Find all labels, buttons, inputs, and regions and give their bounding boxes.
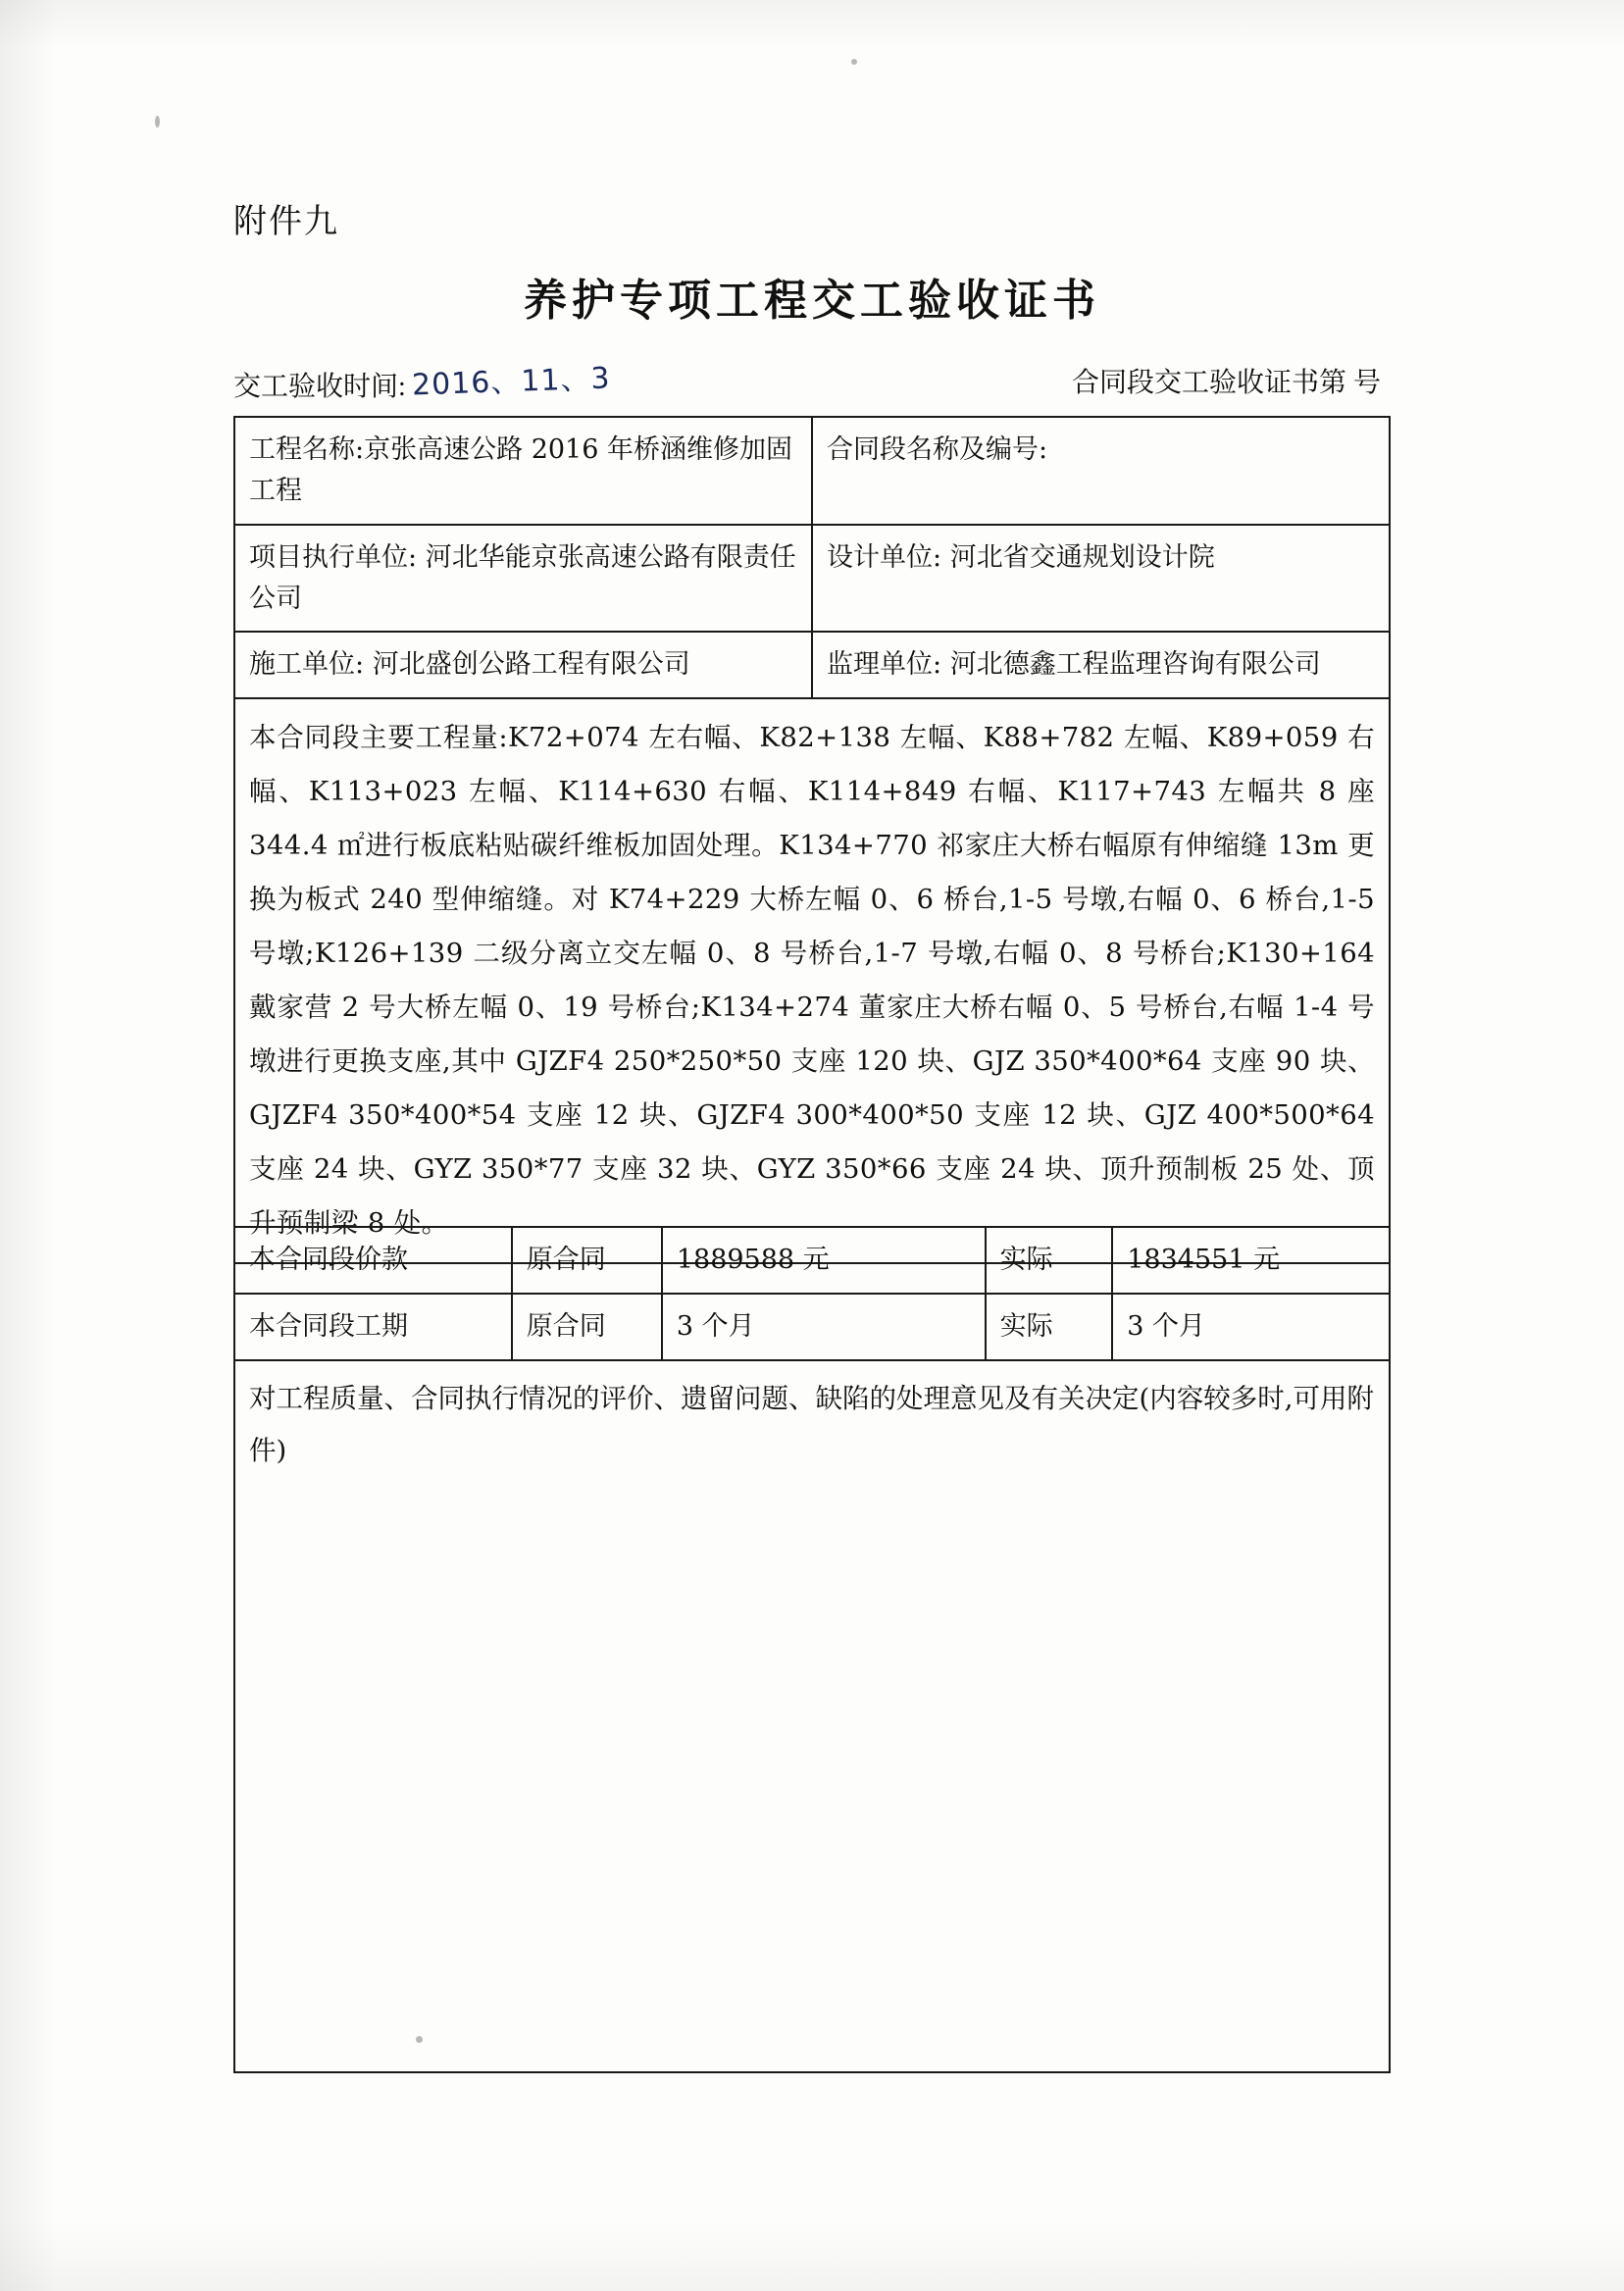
table-row: [234, 698, 1390, 1263]
remarks-cell[interactable]: [234, 1360, 1390, 2072]
acceptance-form-table: [233, 416, 1391, 1264]
design-unit-value: 河北省交通规划设计院: [949, 541, 1215, 573]
table-row: [234, 1227, 1390, 1294]
supervision-unit-value: 河北德鑫工程监理咨询有限公司: [949, 649, 1321, 681]
price-actual-value: 1834551 元: [1112, 1227, 1390, 1294]
duration-row-label: 本合同段工期: [234, 1294, 512, 1360]
supervision-unit-label: 监理单位:: [827, 649, 942, 681]
scan-speck: [851, 59, 857, 65]
table-row: [234, 525, 1390, 633]
table-row: [234, 417, 1390, 525]
page-title: 养护专项工程交工验收证书: [524, 276, 1100, 326]
acceptance-time: [233, 361, 610, 404]
design-unit-label: 设计单位:: [827, 541, 942, 573]
price-original-label: 原合同: [512, 1227, 662, 1294]
acceptance-time-value: 2016、11、3: [411, 361, 611, 403]
remarks-label: 对工程质量、合同执行情况的评价、遗留问题、缺陷的处理意见及有关决定(内容较多时,可用附件): [249, 1382, 1374, 1467]
supervision-unit-cell: [812, 632, 1390, 698]
scan-shadow-bottom: [0, 2222, 1624, 2291]
executing-unit-value: 河北华能京张高速公路有限责任公司: [249, 541, 796, 614]
price-actual-label: 实际: [986, 1227, 1113, 1294]
main-quantity-cell: [234, 698, 1390, 1263]
duration-actual-label: 实际: [986, 1294, 1113, 1360]
scan-shadow-left: [0, 0, 59, 2291]
table-row: [234, 632, 1390, 698]
executing-unit-label: 项目执行单位:: [249, 541, 418, 573]
construction-unit-value: 河北盛创公路工程有限公司: [372, 649, 690, 681]
price-original-value: 1889588 元: [662, 1227, 986, 1294]
duration-original-label: 原合同: [512, 1294, 662, 1360]
design-unit-cell: [812, 525, 1390, 633]
scan-shadow-top: [0, 0, 1624, 49]
project-name-label: 工程名称:: [249, 434, 365, 465]
project-name-cell: [234, 417, 812, 525]
meta-row: [233, 361, 1391, 404]
attachment-label: 附件九: [233, 202, 339, 241]
certificate-number-label: 合同段交工验收证书第 号: [1071, 368, 1381, 398]
construction-unit-cell: [234, 632, 812, 698]
project-name-value: 京张高速公路 2016 年桥涵维修加固工程: [249, 434, 792, 506]
construction-unit-label: 施工单位:: [249, 649, 365, 681]
lower-tables-wrapper: [233, 1226, 1391, 2073]
table-row: [234, 1294, 1390, 1360]
main-quantity-text: [249, 711, 1375, 1250]
executing-unit-cell: [234, 525, 812, 633]
main-quantity-label: 本合同段主要工程量:: [249, 722, 509, 754]
main-quantity-value: K72+074 左右幅、K82+138 左幅、K88+782 左幅、K89+059 右幅、K113+023 左幅、K114+630 右幅、K114+849 右幅、K117+743 左幅共 8 座 344.4 ㎡进行板底粘贴碳纤维板加固处理。K134+770 祁家庄大桥右幅原有伸缩缝 13m 更换为板式 240 型伸缩缝。对 K74+229 大桥左幅 0、6 桥台,1-5 号墩,右幅 0、6 桥台,1-5 号墩;K126+139 二级分离立交左幅 0、8 号桥台,1-7 号墩,右幅 0、8 号桥台;K130+164 戴家营 2 号大桥左幅 0、19 号桥台;K134+274 董家庄大桥右幅 0、5 号桥台,右幅 1-4 号墩进行更换支座,其中 GJZF4 250*250*50 支座 120 块、GJZ 350*400*64 支座 90 块、GJZF4 350*400*54 支座 12 块、GJZF4 300*400*50 支座 12 块、GJZ 400*500*64 支座 24 块、GYZ 350*77 支座 32 块、GYZ 350*66 支座 24 块、顶升预制板 25 处、顶升预制梁 8 处。: [249, 722, 1376, 1240]
table-row: [234, 1360, 1390, 2072]
scan-speck: [155, 116, 160, 127]
duration-actual-value: 3 个月: [1112, 1294, 1390, 1360]
contract-section-label: 合同段名称及编号:: [827, 434, 1048, 465]
remarks-table: [233, 1359, 1391, 2073]
price-duration-table: [233, 1226, 1391, 1361]
contract-section-cell: [812, 417, 1390, 525]
price-row-label: 本合同段价款: [234, 1227, 512, 1294]
acceptance-time-label: 交工验收时间:: [233, 372, 406, 402]
duration-original-value: 3 个月: [662, 1294, 986, 1360]
